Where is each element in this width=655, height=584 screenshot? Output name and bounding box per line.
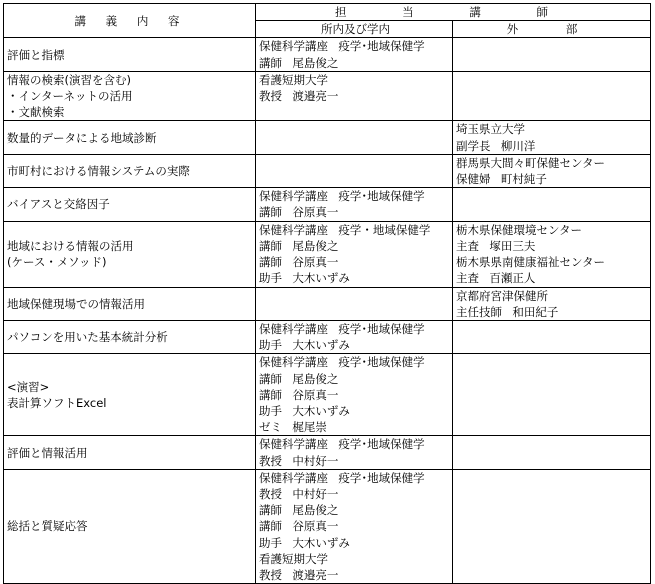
lecturer-line	[259, 321, 452, 337]
lecturer-line	[259, 72, 452, 88]
lecturer-title: 保健科学講座	[259, 470, 328, 485]
lecturer-name: 渡邉亮一	[292, 89, 339, 104]
lecturer-title: 助手	[259, 404, 282, 419]
lecturer-title: 京都府宮津保健所	[456, 288, 548, 303]
lecturer-line	[259, 567, 452, 583]
external-lecturers	[453, 38, 651, 71]
lecture-topic	[4, 188, 256, 221]
external-lecturers	[453, 121, 651, 154]
topic-line: 表計算ソフトExcel	[7, 395, 107, 410]
external-lecturers	[453, 287, 651, 320]
lecturer-line	[259, 88, 452, 104]
table-row	[4, 354, 651, 436]
lecture-topic	[4, 71, 256, 121]
lecturer-name: 尾島俊之	[292, 55, 339, 70]
internal-lecturers	[256, 321, 453, 354]
external-lecturers	[453, 469, 651, 583]
lecturer-name: 尾島俊之	[292, 503, 339, 518]
table-row	[4, 436, 651, 469]
table-row	[4, 287, 651, 320]
lecturer-line	[259, 453, 452, 469]
table-row	[4, 121, 651, 154]
external-lecturers	[453, 188, 651, 221]
table-header	[4, 4, 651, 38]
internal-lecturers	[256, 154, 453, 187]
internal-lecturers	[256, 469, 453, 583]
topic-line: 情報の検索(演習を含む)	[7, 72, 131, 87]
lecturer-name: 梶尾崇	[292, 420, 327, 435]
lecturer-title: 教授	[259, 568, 282, 583]
topic-line: 評価と指標	[7, 47, 65, 62]
lecturer-title: 保健科学講座	[259, 39, 328, 54]
lecturer-title: 保健科学講座	[259, 189, 328, 204]
lecturer-title: 保健科学講座	[259, 437, 328, 452]
topic-line: 市町村における情報システムの実際	[7, 163, 190, 178]
external-column-header: 外 部	[453, 21, 651, 38]
internal-lecturers	[256, 188, 453, 221]
lecturer-title: ゼミ	[259, 420, 282, 435]
lecturer-name: 百瀬正人	[489, 271, 536, 286]
lecturer-line	[259, 403, 452, 419]
internal-lecturers	[256, 221, 453, 287]
lecturer-line	[259, 371, 452, 387]
lecturer-name: 疫学･地域保健学	[338, 470, 425, 485]
lecturer-title: 講師	[259, 255, 282, 270]
lecturer-name: 谷原真一	[292, 205, 339, 220]
lecturer-line	[456, 270, 650, 286]
internal-lecturers	[256, 354, 453, 436]
topic-line: 評価と情報活用	[7, 445, 88, 460]
lecturer-name: 谷原真一	[292, 255, 339, 270]
external-lecturers	[453, 354, 651, 436]
lecturer-line	[259, 55, 452, 71]
lecturer-line	[259, 354, 452, 370]
topic-line: ・インターネットの活用	[7, 89, 133, 104]
lecturer-title: 保健婦	[456, 172, 491, 187]
lecturer-title: 保健科学講座	[259, 355, 328, 370]
lecturer-name: 疫学・地域保健学	[338, 222, 431, 237]
internal-lecturers	[256, 436, 453, 469]
lecture-topic	[4, 321, 256, 354]
lecturer-title: 助手	[259, 271, 282, 286]
lecturer-name: 渡邉亮一	[292, 568, 339, 583]
lecturer-name: 疫学･地域保健学	[338, 437, 425, 452]
lecturer-line	[259, 38, 452, 54]
lecturer-name: 大木いずみ	[292, 404, 350, 419]
lecturer-line	[456, 155, 650, 171]
lecturer-line	[456, 138, 650, 154]
lecturer-line	[259, 470, 452, 486]
lecturer-title: 群馬県大間々町保健センター	[456, 155, 606, 170]
lecturer-title: 講師	[259, 55, 282, 70]
lecturer-title: 主任技師	[456, 304, 502, 319]
lecturer-line	[259, 337, 452, 353]
lecturer-name: 疫学･地域保健学	[338, 39, 425, 54]
table-row	[4, 38, 651, 71]
lecturer-line	[259, 238, 452, 254]
external-lecturers	[453, 321, 651, 354]
lecture-topic	[4, 154, 256, 187]
topic-line: 総括と質疑応答	[7, 519, 88, 534]
external-lecturers	[453, 154, 651, 187]
lecturer-title: 埼玉県立大学	[456, 122, 525, 137]
internal-lecturers	[256, 71, 453, 121]
lecturer-name: 町村純子	[500, 172, 547, 187]
lecturer-name: 中村好一	[292, 487, 339, 502]
lecturer-title: 副学長	[456, 138, 491, 153]
topic-line: (ケース・メソッド)	[7, 255, 107, 270]
lecturer-line	[259, 254, 452, 270]
lecturer-line	[456, 171, 650, 187]
lecturer-title: 講師	[259, 205, 282, 220]
table-row	[4, 154, 651, 187]
lecturer-title: 講師	[259, 503, 282, 518]
lecturer-line	[259, 387, 452, 403]
table-row	[4, 188, 651, 221]
lecturer-name: 疫学･地域保健学	[338, 189, 425, 204]
lecturer-name: 疫学･地域保健学	[338, 322, 425, 337]
topic-line: 数量的データによる地域診断	[7, 130, 157, 145]
table-row	[4, 221, 651, 287]
lecturer-title: 教授	[259, 487, 282, 502]
lecturer-title: 保健科学講座	[259, 322, 328, 337]
lecturer-title: 看護短期大学	[259, 551, 328, 566]
content-column-header: 講 義 内 容	[4, 4, 256, 38]
lecturer-name: 谷原真一	[292, 387, 339, 402]
lecturer-title: 主査	[456, 271, 479, 286]
lecture-topic	[4, 38, 256, 71]
lecturer-title: 栃木県県南健康福祉センター	[456, 255, 606, 270]
lecturer-line	[259, 518, 452, 534]
topic-line: <演習>	[7, 379, 50, 394]
lecturer-name: 谷原真一	[292, 519, 339, 534]
lecturer-name: 和田紀子	[512, 304, 559, 319]
external-lecturers	[453, 71, 651, 121]
lecturer-title: 保健科学講座	[259, 222, 328, 237]
internal-column-header: 所内及び学内	[256, 21, 453, 38]
topic-line: 地域保健現場での情報活用	[7, 296, 145, 311]
lecturer-line	[456, 254, 650, 270]
internal-lecturers	[256, 38, 453, 71]
lecturer-title: 助手	[259, 535, 282, 550]
lecturer-title: 講師	[259, 387, 282, 402]
internal-lecturers	[256, 121, 453, 154]
lecturer-line	[456, 121, 650, 137]
lecturer-line	[456, 238, 650, 254]
topic-line: 地域における情報の活用	[7, 238, 134, 253]
lecturer-column-header: 担 当 講 師	[256, 4, 651, 21]
lecture-topic	[4, 221, 256, 287]
topic-line: ・文献検索	[7, 105, 65, 120]
lecturer-title: 看護短期大学	[259, 72, 328, 87]
lecturer-title: 教授	[259, 453, 282, 468]
lecturer-name: 大木いずみ	[292, 271, 350, 286]
lecturer-title: 教授	[259, 89, 282, 104]
lecture-schedule-table	[3, 3, 651, 584]
lecturer-name: 尾島俊之	[292, 238, 339, 253]
lecturer-line	[259, 419, 452, 435]
lecturer-line	[259, 270, 452, 286]
lecturer-title: 主査	[456, 238, 479, 253]
lecturer-title: 助手	[259, 338, 282, 353]
lecturer-line	[259, 486, 452, 502]
lecturer-line	[259, 502, 452, 518]
table-row	[4, 469, 651, 583]
lecturer-name: 大木いずみ	[292, 338, 350, 353]
lecturer-line	[259, 188, 452, 204]
lecture-topic	[4, 287, 256, 320]
table-body	[4, 38, 651, 584]
lecture-topic	[4, 121, 256, 154]
lecturer-line	[456, 288, 650, 304]
lecturer-name: 疫学･地域保健学	[338, 355, 425, 370]
lecture-topic	[4, 469, 256, 583]
lecturer-line	[259, 551, 452, 567]
lecture-topic	[4, 354, 256, 436]
lecturer-name: 尾島俊之	[292, 371, 339, 386]
lecturer-line	[456, 222, 650, 238]
lecturer-title: 講師	[259, 238, 282, 253]
lecturer-line	[259, 222, 452, 238]
lecturer-line	[456, 304, 650, 320]
lecturer-line	[259, 436, 452, 452]
lecturer-line	[259, 535, 452, 551]
lecture-topic	[4, 436, 256, 469]
lecturer-title: 講師	[259, 371, 282, 386]
internal-lecturers	[256, 287, 453, 320]
table-row	[4, 321, 651, 354]
lecturer-name: 柳川洋	[500, 138, 536, 153]
table-row	[4, 71, 651, 121]
lecturer-title: 栃木県保健環境センター	[456, 222, 583, 237]
lecturer-line	[259, 204, 452, 220]
lecturer-title: 講師	[259, 519, 282, 534]
external-lecturers	[453, 436, 651, 469]
topic-line: パソコンを用いた基本統計分析	[7, 330, 168, 345]
lecturer-name: 中村好一	[292, 453, 339, 468]
lecturer-name: 大木いずみ	[292, 535, 350, 550]
lecturer-name: 塚田三夫	[489, 238, 536, 253]
topic-line: バイアスと交絡因子	[7, 197, 110, 212]
external-lecturers	[453, 221, 651, 287]
